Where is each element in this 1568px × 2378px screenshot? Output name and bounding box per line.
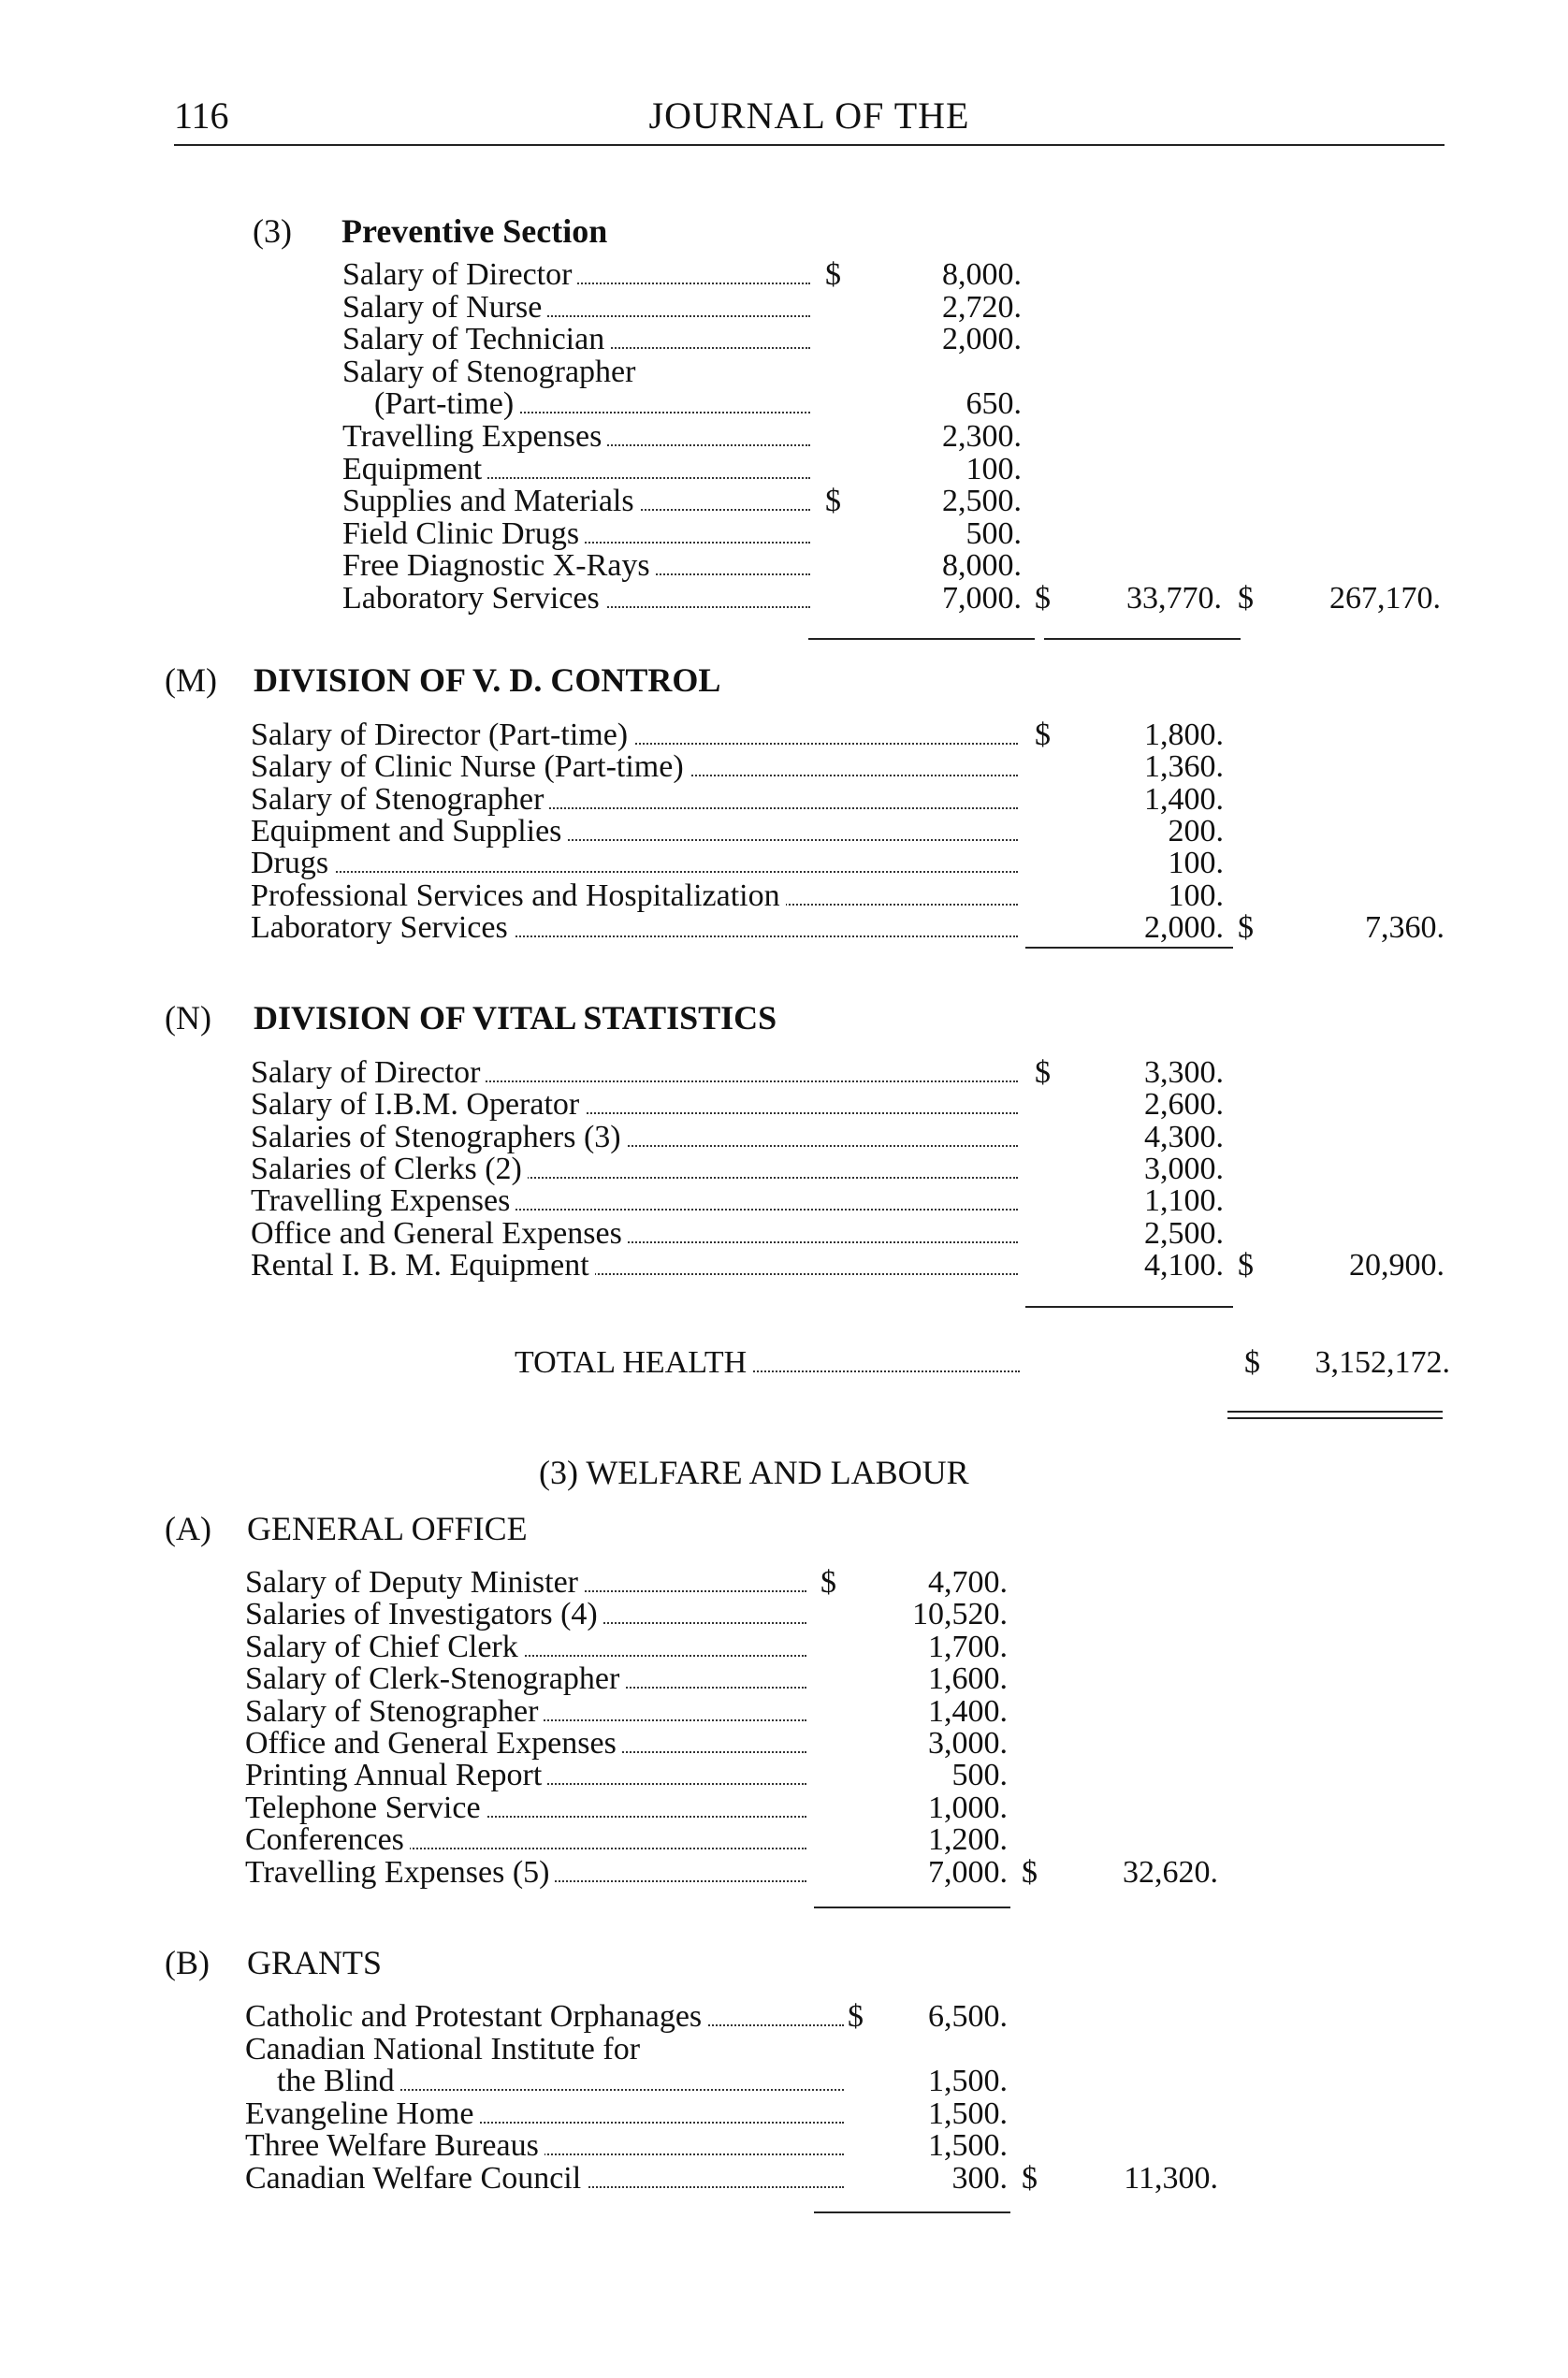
line-item bbox=[245, 2130, 1461, 2162]
description-text: Evangeline Home bbox=[245, 2098, 480, 2130]
line-item bbox=[245, 2066, 1461, 2097]
total-amount: 267,170. bbox=[1329, 581, 1441, 616]
line-item bbox=[251, 1153, 1467, 1185]
sum-rule bbox=[808, 638, 1035, 640]
line-item bbox=[251, 1089, 1467, 1121]
dollar-sign: $ bbox=[848, 1999, 864, 2034]
dollar-sign: $ bbox=[1238, 909, 1254, 945]
amount: 4,700. bbox=[928, 1565, 1008, 1600]
line-item bbox=[251, 877, 1467, 913]
amount: 1,000. bbox=[928, 1790, 1008, 1825]
amount: 1,400. bbox=[928, 1693, 1008, 1729]
amount: 1,200. bbox=[928, 1822, 1008, 1858]
line-item bbox=[342, 324, 1559, 355]
subtotal-amount: 11,300. bbox=[1124, 2160, 1218, 2196]
dollar-sign: $ bbox=[1238, 581, 1254, 616]
total-health-label: TOTAL HEALTH bbox=[515, 1347, 752, 1379]
description-text: Salary of Chief Clerk bbox=[245, 1631, 524, 1663]
line-item bbox=[251, 1185, 1467, 1217]
description-text: Salaries of Investigators (4) bbox=[245, 1599, 603, 1631]
line-item bbox=[342, 451, 1559, 486]
description-text: the Blind bbox=[277, 2066, 400, 2097]
description-text: Salaries of Clerks (2) bbox=[251, 1153, 528, 1185]
description-text: Drugs bbox=[251, 848, 334, 879]
description-text: Salary of Technician bbox=[342, 324, 610, 355]
amount: 2,300. bbox=[942, 419, 1022, 454]
line-item bbox=[342, 356, 1559, 388]
line-item bbox=[245, 1854, 1461, 1890]
amount: 1,700. bbox=[928, 1629, 1008, 1664]
description-text: Laboratory Services bbox=[342, 583, 605, 615]
amount: 3,000. bbox=[928, 1726, 1008, 1761]
description-text: Field Clinic Drugs bbox=[342, 518, 585, 550]
description-text: Laboratory Services bbox=[251, 912, 514, 944]
subtotal-amount: 33,770. bbox=[1126, 581, 1222, 616]
amount: 100. bbox=[1168, 846, 1224, 881]
dollar-sign: $ bbox=[1238, 1247, 1254, 1283]
sum-rule bbox=[814, 2211, 1010, 2213]
line-item bbox=[342, 515, 1559, 551]
amount: 1,400. bbox=[1144, 781, 1224, 817]
description-text: (Part-time) bbox=[374, 388, 519, 420]
amount: 1,360. bbox=[1144, 749, 1224, 785]
line-item bbox=[245, 1567, 1461, 1599]
description-text: Salaries of Stenographers (3) bbox=[251, 1122, 627, 1153]
line-item-description bbox=[342, 356, 810, 388]
description-text: Travelling Expenses (5) bbox=[245, 1857, 555, 1889]
amount: 8,000. bbox=[942, 548, 1022, 584]
line-item bbox=[245, 1728, 1461, 1760]
line-item bbox=[245, 1792, 1461, 1824]
line-item bbox=[245, 1631, 1461, 1663]
amount: 100. bbox=[965, 451, 1022, 486]
page-number: 116 bbox=[174, 94, 229, 137]
amount: 3,000. bbox=[1144, 1151, 1224, 1186]
description-text: Salary of Clerk-Stenographer bbox=[245, 1663, 625, 1695]
description-text: Office and General Expenses bbox=[245, 1728, 622, 1760]
description-text: Salary of Director bbox=[342, 259, 577, 291]
description-text: Salary of Stenographer bbox=[251, 784, 549, 816]
description-text: Printing Annual Report bbox=[245, 1760, 547, 1791]
vital-heading: (N) DIVISION OF VITAL STATISTICS bbox=[165, 999, 777, 1037]
double-rule-top bbox=[1227, 1411, 1443, 1413]
description-text: Salary of Director (Part-time) bbox=[251, 719, 633, 751]
dollar-sign: $ bbox=[825, 484, 841, 519]
amount: 1,500. bbox=[928, 2095, 1008, 2131]
amount: 1,100. bbox=[1144, 1183, 1224, 1219]
line-item bbox=[245, 2034, 1461, 2066]
grants-heading: (B) GRANTS bbox=[165, 1944, 383, 1981]
description-text: Salary of Deputy Minister bbox=[245, 1567, 584, 1599]
total-health-dollar: $ bbox=[1244, 1345, 1260, 1380]
line-item bbox=[251, 719, 1467, 751]
line-item bbox=[251, 1057, 1467, 1089]
description-text: Travelling Expenses bbox=[342, 421, 607, 453]
dollar-sign: $ bbox=[1035, 581, 1051, 616]
line-item bbox=[342, 259, 1559, 291]
description-text: Salary of I.B.M. Operator bbox=[251, 1089, 585, 1121]
dollar-sign: $ bbox=[820, 1565, 836, 1600]
line-item bbox=[245, 2095, 1461, 2131]
preventive-heading: (3) Preventive Section bbox=[253, 212, 608, 250]
line-item bbox=[342, 583, 1559, 615]
line-item bbox=[251, 1215, 1467, 1251]
description-text: Conferences bbox=[245, 1824, 410, 1856]
double-rule-bottom bbox=[1227, 1417, 1443, 1419]
line-item bbox=[251, 781, 1467, 817]
running-title: JOURNAL OF THE bbox=[648, 94, 970, 137]
description-text: Travelling Expenses bbox=[251, 1185, 515, 1217]
amount: 2,500. bbox=[942, 484, 1022, 519]
amount: 10,520. bbox=[912, 1597, 1008, 1632]
amount: 4,300. bbox=[1144, 1119, 1224, 1154]
welfare-heading: (3) WELFARE AND LABOUR bbox=[539, 1454, 969, 1491]
amount: 2,000. bbox=[1144, 909, 1224, 945]
line-item bbox=[251, 848, 1467, 879]
total-health-row bbox=[515, 1347, 1450, 1379]
line-item bbox=[342, 421, 1559, 453]
description-text: Salary of Nurse bbox=[342, 292, 547, 324]
vd-heading: (M) DIVISION OF V. D. CONTROL bbox=[165, 661, 721, 699]
amount: 300. bbox=[951, 2160, 1008, 2196]
amount: 650. bbox=[965, 386, 1022, 422]
line-item bbox=[342, 289, 1559, 325]
description-text: Canadian National Institute for bbox=[245, 2034, 646, 2066]
line-item bbox=[245, 1599, 1461, 1631]
description-text: Telephone Service bbox=[245, 1792, 486, 1824]
line-item bbox=[245, 1760, 1461, 1791]
description-text: Supplies and Materials bbox=[342, 486, 640, 517]
line-item bbox=[251, 751, 1467, 783]
amount: 2,000. bbox=[942, 322, 1022, 357]
sum-rule bbox=[1025, 947, 1233, 949]
amount: 500. bbox=[965, 515, 1022, 551]
amount: 8,000. bbox=[942, 257, 1022, 292]
description-text: Rental I. B. M. Equipment bbox=[251, 1250, 595, 1282]
description-text: Professional Services and Hospitalization bbox=[251, 880, 786, 912]
total-amount: 20,900. bbox=[1349, 1247, 1445, 1283]
dollar-sign: $ bbox=[1022, 2160, 1038, 2196]
line-item bbox=[342, 388, 1559, 420]
line-item-description bbox=[245, 2034, 844, 2066]
line-item bbox=[245, 2160, 1461, 2196]
amount: 7,000. bbox=[942, 581, 1022, 616]
amount: 6,500. bbox=[928, 1999, 1008, 2034]
amount: 3,300. bbox=[1144, 1055, 1224, 1090]
amount: 4,100. bbox=[1144, 1247, 1224, 1283]
amount: 1,500. bbox=[928, 2064, 1008, 2098]
total-amount: 7,360. bbox=[1365, 909, 1445, 945]
sum-rule bbox=[814, 1907, 1010, 1908]
amount: 2,720. bbox=[942, 289, 1022, 325]
line-item bbox=[251, 813, 1467, 848]
line-item bbox=[251, 909, 1467, 945]
general-office-heading: (A) GENERAL OFFICE bbox=[165, 1510, 528, 1547]
line-item bbox=[342, 550, 1559, 582]
line-item bbox=[245, 1663, 1461, 1695]
line-item bbox=[245, 2001, 1461, 2033]
dollar-sign: $ bbox=[1035, 1055, 1051, 1090]
description-text: Salary of Clinic Nurse (Part-time) bbox=[251, 751, 690, 783]
dollar-sign: $ bbox=[1022, 1854, 1038, 1890]
description-text: Catholic and Protestant Orphanages bbox=[245, 2001, 707, 2033]
line-item bbox=[251, 1119, 1467, 1154]
line-item bbox=[251, 1247, 1467, 1283]
amount: 100. bbox=[1168, 877, 1224, 913]
line-item bbox=[342, 486, 1559, 517]
line-item bbox=[245, 1824, 1461, 1856]
page-header bbox=[174, 94, 1445, 146]
amount: 500. bbox=[951, 1758, 1008, 1793]
amount: 1,500. bbox=[928, 2128, 1008, 2163]
description-text: Salary of Stenographer bbox=[342, 356, 641, 388]
dollar-sign: $ bbox=[1035, 718, 1051, 752]
description-text: Free Diagnostic X-Rays bbox=[342, 550, 656, 582]
amount: 200. bbox=[1168, 813, 1224, 848]
description-text: Salary of Stenographer bbox=[245, 1696, 544, 1728]
amount: 1,600. bbox=[928, 1661, 1008, 1697]
amount: 1,800. bbox=[1144, 718, 1224, 752]
description-text: Office and General Expenses bbox=[251, 1218, 628, 1250]
description-text: Equipment and Supplies bbox=[251, 816, 567, 848]
description-text: Canadian Welfare Council bbox=[245, 2163, 587, 2195]
description-text: Three Welfare Bureaus bbox=[245, 2130, 544, 2162]
sum-rule bbox=[1025, 1306, 1233, 1308]
total-health-amount: 3,152,172. bbox=[1314, 1345, 1450, 1380]
subtotal-amount: 32,620. bbox=[1123, 1854, 1218, 1890]
description-text: Salary of Director bbox=[251, 1057, 486, 1089]
amount: 2,600. bbox=[1144, 1087, 1224, 1123]
line-item bbox=[245, 1693, 1461, 1729]
amount: 7,000. bbox=[928, 1854, 1008, 1890]
sum-rule bbox=[1044, 638, 1241, 640]
amount: 2,500. bbox=[1144, 1215, 1224, 1251]
dollar-sign: $ bbox=[825, 257, 841, 292]
description-text: Equipment bbox=[342, 454, 487, 486]
